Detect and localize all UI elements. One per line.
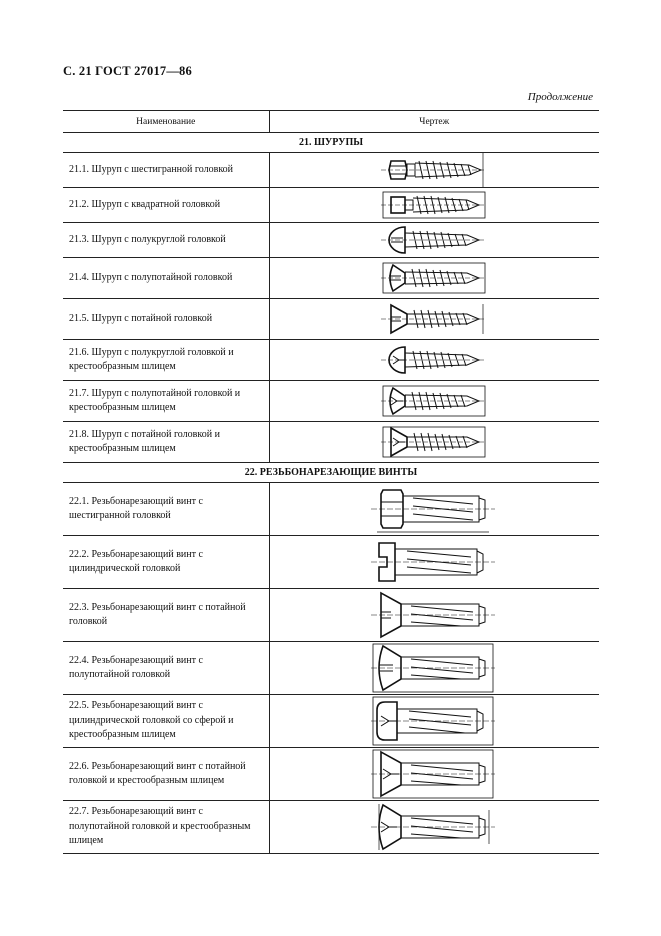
table-row xyxy=(63,188,599,223)
hex-head-wood-screw-icon xyxy=(379,153,489,187)
item-name: 21.5. Шуруп с потайной головкой xyxy=(63,299,269,340)
table-row xyxy=(63,381,599,422)
table-row xyxy=(63,422,599,463)
item-name: 22.2. Резьбонарезающий винт с цилиндрической головкой xyxy=(63,536,269,589)
table-row xyxy=(63,642,599,695)
item-name: 22.5. Резьбонарезающий винт с цилиндрической головкой со сферой и крестообразным шлицем xyxy=(63,695,269,748)
raised-countersunk-thread-cutting-screw-icon xyxy=(369,643,499,693)
item-name: 22.3. Резьбонарезающий винт с потайной головкой xyxy=(63,589,269,642)
item-name: 22.1. Резьбонарезающий винт с шестигранной головкой xyxy=(63,483,269,536)
raised-countersunk-wood-screw-icon xyxy=(379,261,489,295)
round-head-wood-screw-icon xyxy=(379,223,489,257)
item-name: 21.3. Шуруп с полукруглой головкой xyxy=(63,223,269,258)
table-row xyxy=(63,340,599,381)
item-name: 21.8. Шуруп с потайной головкой и крестообразным шлицем xyxy=(63,422,269,463)
cheese-head-thread-cutting-screw-icon xyxy=(369,537,499,587)
table-row xyxy=(63,483,599,536)
item-name: 21.6. Шуруп с полукруглой головкой и крестообразным шлицем xyxy=(63,340,269,381)
countersunk-wood-screw-icon xyxy=(379,302,489,336)
fastener-table xyxy=(63,110,599,854)
table-row xyxy=(63,223,599,258)
item-name: 21.1. Шуруп с шестигранной головкой xyxy=(63,153,269,188)
continuation-label: Продолжение xyxy=(527,91,593,103)
section-title-thread-cutting-screws: 22. РЕЗЬБОНАРЕЗАЮЩИЕ ВИНТЫ xyxy=(63,463,599,483)
raised-countersunk-cross-thread-cutting-screw-icon xyxy=(369,802,499,852)
item-name: 21.2. Шуруп с квадратной головкой xyxy=(63,188,269,223)
table-row xyxy=(63,748,599,801)
page-header: С. 21 ГОСТ 27017—86 xyxy=(63,64,192,78)
table-row xyxy=(63,153,599,188)
table-row xyxy=(63,299,599,340)
item-name: 21.7. Шуруп с полупотайной головкой и крестообразным шлицем xyxy=(63,381,269,422)
item-name: 22.6. Резьбонарезающий винт с потайной головкой и крестообразным шлицем xyxy=(63,748,269,801)
countersunk-thread-cutting-screw-icon xyxy=(369,590,499,640)
table-row xyxy=(63,536,599,589)
round-head-cross-wood-screw-icon xyxy=(379,343,489,377)
square-head-wood-screw-icon xyxy=(379,188,489,222)
item-name: 22.4. Резьбонарезающий винт с полупотайной головкой xyxy=(63,642,269,695)
table-row xyxy=(63,801,599,854)
table-row xyxy=(63,589,599,642)
item-name: 22.7. Резьбонарезающий винт с полупотайной головкой и крестообразным шлицем xyxy=(63,801,269,854)
countersunk-cross-thread-cutting-screw-icon xyxy=(369,749,499,799)
column-header-name: Наименование xyxy=(63,111,269,133)
table-row xyxy=(63,258,599,299)
countersunk-cross-wood-screw-icon xyxy=(379,425,489,459)
column-header-drawing: Чертеж xyxy=(269,111,599,133)
raised-countersunk-cross-wood-screw-icon xyxy=(379,384,489,418)
table-row xyxy=(63,695,599,748)
pan-head-cross-thread-cutting-screw-icon xyxy=(369,696,499,746)
item-name: 21.4. Шуруп с полупотайной головкой xyxy=(63,258,269,299)
section-title-screws: 21. ШУРУПЫ xyxy=(63,133,599,153)
hex-head-thread-cutting-screw-icon xyxy=(369,484,499,534)
